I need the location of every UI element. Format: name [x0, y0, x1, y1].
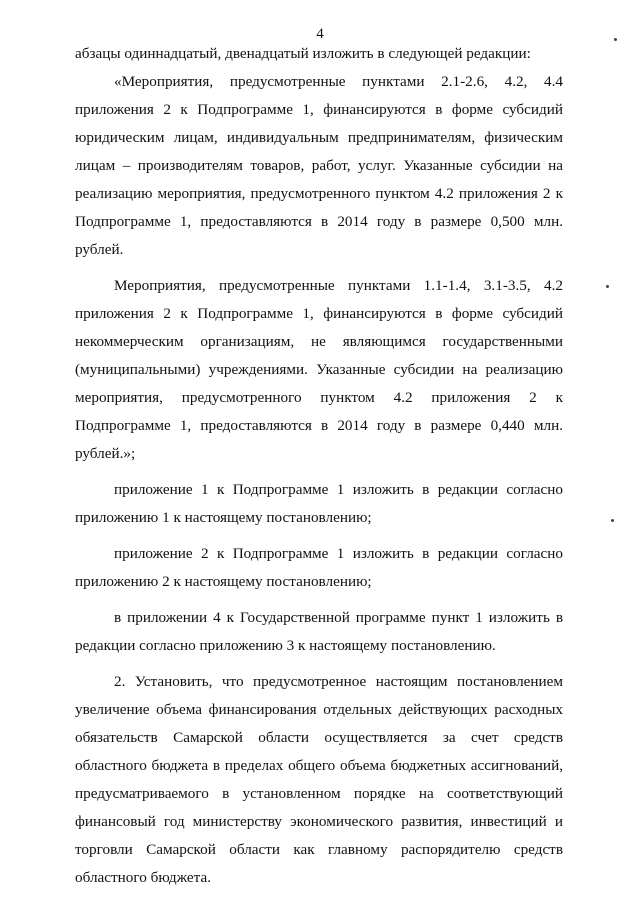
- paragraph-clause-2: 2. Установить, что предусмотренное настоящим постановлением увеличение объема финансирования отдельных действующих расходных обязательств Самарской области осуществляется за счет средств областного бюджета в пределах общего объема бюджетных ассигнований, предусматриваемого в установленном порядке на соответствующий финансовый год министерству экономического развития, инвестиций и торговли Самарской области как главному распорядителю средств областного бюджета.: [75, 673, 563, 886]
- document-body: [75, 40, 563, 892]
- scan-speck: [606, 285, 609, 288]
- paragraph-appendix-2: приложение 2 к Подпрограмме 1 изложить в редакции согласно приложению 2 к настоящему постановлению;: [75, 545, 563, 590]
- paragraph-intro: абзацы одиннадцатый, двенадцатый изложить в следующей редакции:: [75, 45, 531, 62]
- scan-speck: [614, 38, 617, 41]
- paragraph-appendix-1: приложение 1 к Подпрограмме 1 изложить в редакции согласно приложению 1 к настоящему постановлению;: [75, 481, 563, 526]
- scan-speck: [611, 519, 614, 522]
- paragraph-measures-subsidies-nonprofits: Мероприятия, предусмотренные пунктами 1.1-1.4, 3.1-3.5, 4.2 приложения 2 к Подпрограмме 1, финансируются в форме субсидий некоммерческим организациям, не являющимся государственными (муниципальными) учреждениями. Указанные субсидии на реализацию мероприятия, предусмотренного пунктом 4.2 приложения 2 к Подпрограмме 1, предоставляются в 2014 году в размере 0,440 млн. рублей.»;: [75, 277, 563, 462]
- paragraph-measures-subsidies-legal-entities: «Мероприятия, предусмотренные пунктами 2.1-2.6, 4.2, 4.4 приложения 2 к Подпрограмме 1, финансируются в форме субсидий юридическим лицам, индивидуальным предпринимателям, физическим лицам – производителям товаров, работ, услуг. Указанные субсидии на реализацию мероприятия, предусмотренного пунктом 4.2 приложения 2 к Подпрограмме 1, предоставляются в 2014 году в размере 0,500 млн. рублей.: [75, 73, 563, 258]
- page-number: 4: [316, 26, 324, 42]
- paragraph-appendix-4: в приложении 4 к Государственной программе пункт 1 изложить в редакции согласно приложению 3 к настоящему постановлению.: [75, 609, 563, 654]
